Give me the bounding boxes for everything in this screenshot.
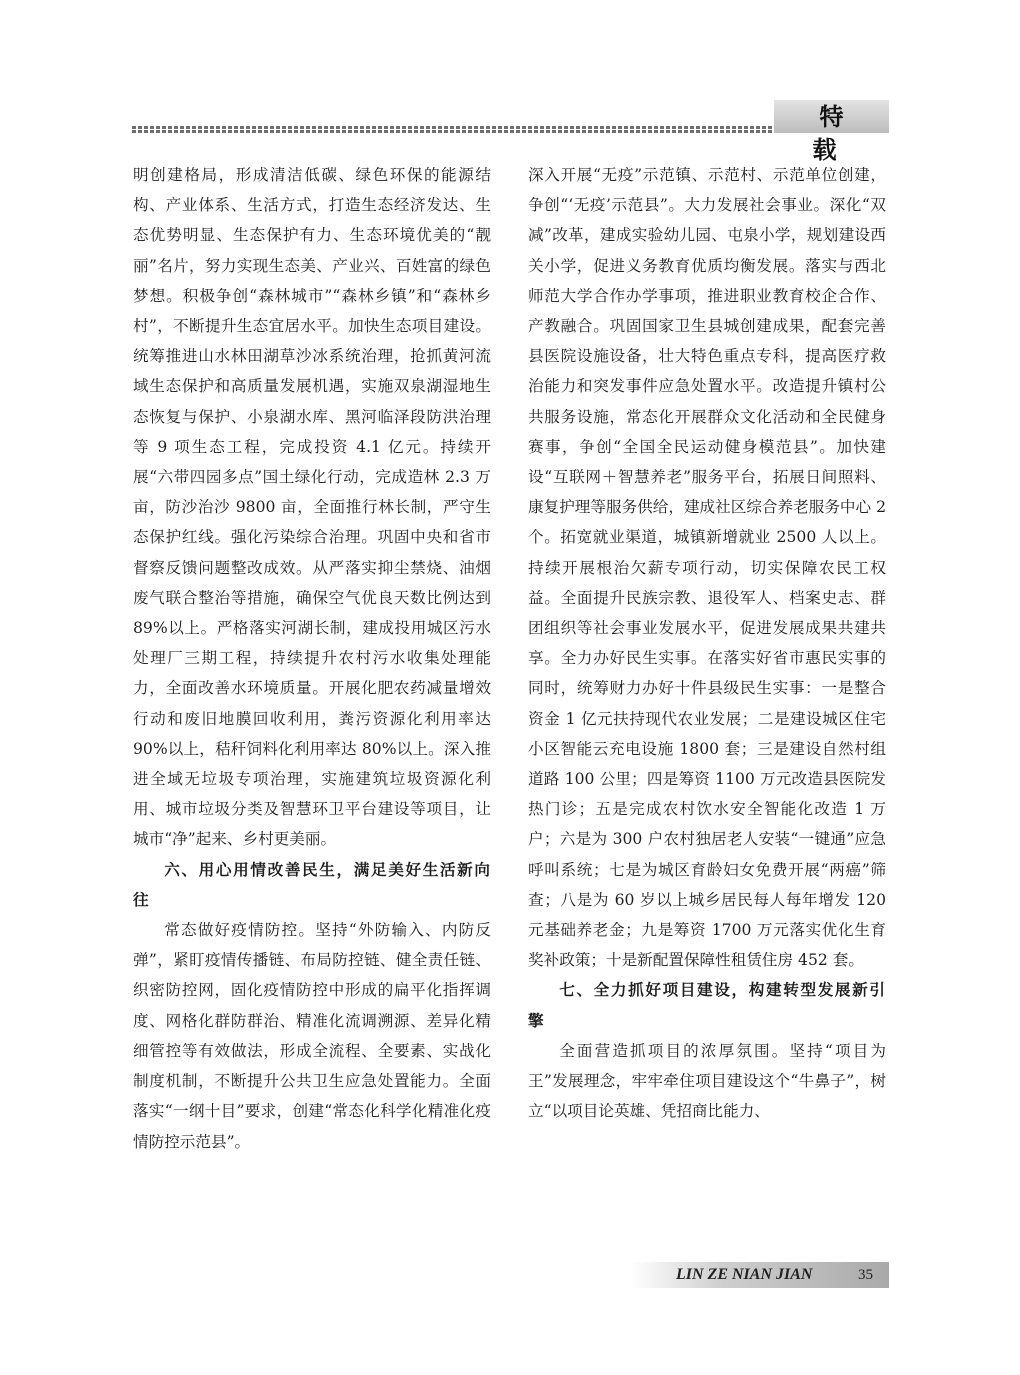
paragraph: 常态做好疫情防控。坚持“外防输入、内防反弹”，紧盯疫情传播链、布局防控链、健全责任链、织密防控网，固化疫情防控中形成的扁平化指挥调度、网格化群防群治、精准化流调溯源、差异化精细管控等有效做法，形成全流程、全要素、实战化制度机制，不断提升公共卫生应急处置能力。全面落实“一纲十目”要求，创建“常态化科学化精准化疫情防控示范县”。 xyxy=(133,921,491,1151)
left-column xyxy=(133,160,491,1157)
header-dotted-rule xyxy=(132,126,774,133)
journal-name: LIN ZE NIAN JIAN xyxy=(676,1266,813,1283)
page-number: 35 xyxy=(858,1267,873,1283)
paragraph: 深入开展“无疫”示范镇、示范村、示范单位创建，争创“‘无疫’示范县”。大力发展社会事业。深化“双减”改革，建成实验幼儿园、屯泉小学，规划建设西关小学，促进义务教育优质均衡发展。落实与西北师范大学合作办学事项，推进职业教育校企合作、产教融合。巩固国家卫生县城创建成果，配套完善县医院设施设备，壮大特色重点专科，提高医疗救治能力和突发事件应急处置水平。改造提升镇村公共服务设施，常态化开展群众文化活动和全民健身赛事，争创“全国全民运动健身模范县”。加快建设“互联网＋智慧养老”服务平台，拓展日间照料、康复护理等服务供给，建成社区综合养老服务中心 2 个。拓宽就业渠道，城镇新增就业 2500 人以上。持续开展根治欠薪专项行动，切实保障农民工权益。全面提升民族宗教、退役军人、档案史志、群团组织等社会事业发展水平，促进发展成果共建共享。全力办好民生实事。在落实好省市惠民实事的同时，统筹财力办好十件县级民生实事：一是整合资金 1 亿元扶持现代农业发展；二是建设城区住宅小区智能云充电设施 1800 套；三是建设自然村组道路 100 公里；四是筹资 1100 万元改造县医院发热门诊；五是完成农村饮水安全智能化改造 1 万户；六是为 300 户农村独居老人安装“一键通”应急呼叫系统；七是为城区育龄妇女免费开展“两癌”筛查；八是为 60 岁以上城乡居民每人每年增发 120 元基础养老金；九是筹资 1700 万元落实优化生育奖补政策；十是新配置保障性租赁住房 452 套。 xyxy=(528,166,886,970)
paragraph: 全面营造抓项目的浓厚氛围。坚持“项目为王”发展理念，牢牢牵住项目建设这个“牛鼻子”，树立“以项目论英雄、凭招商比能力、 xyxy=(528,1041,886,1121)
section-label: 特 载 xyxy=(774,100,889,133)
paragraph: 明创建格局，形成清洁低碳、绿色环保的能源结构、产业体系、生活方式，打造生态经济发达、生态优势明显、生态保护有力、生态环境优美的“靓丽”名片，努力实现生态美、产业兴、百姓富的绿色梦想。积极争创“森林城市”“森林乡镇”和“森林乡村”，不断提升生态宜居水平。加快生态项目建设。统筹推进山水林田湖草沙冰系统治理，抢抓黄河流域生态保护和高质量发展机遇，实施双泉湖湿地生态恢复与保护、小泉湖水库、黑河临泽段防洪治理等 9 项生态工程，完成投资 4.1 亿元。持续开展“六带四园多点”国土绿化行动，完成造林 2.3 万亩，防沙治沙 9800 亩，全面推行林长制，严守生态保护红线。强化污染综合治理。巩固中央和省市督察反馈问题整改成效。从严落实抑尘禁烧、油烟废气联合整治等措施，确保空气优良天数比例达到 89%以上。严格落实河湖长制，建成投用城区污水处理厂三期工程，持续提升农村污水收集处理能力，全面改善水环境质量。开展化肥农药减量增效行动和废旧地膜回收利用，粪污资源化利用率达 90%以上，秸秆饲料化利用率达 80%以上。深入推进全域无垃圾专项治理，实施建筑垃圾资源化利用、城市垃圾分类及智慧环卫平台建设等项目，让城市“净”起来、乡村更美丽。 xyxy=(133,166,491,849)
section-heading: 七、全力抓好项目建设，构建转型发展新引擎 xyxy=(528,981,886,1030)
section-heading: 六、用心用情改善民生，满足美好生活新向往 xyxy=(133,860,491,909)
right-column xyxy=(528,160,886,1127)
